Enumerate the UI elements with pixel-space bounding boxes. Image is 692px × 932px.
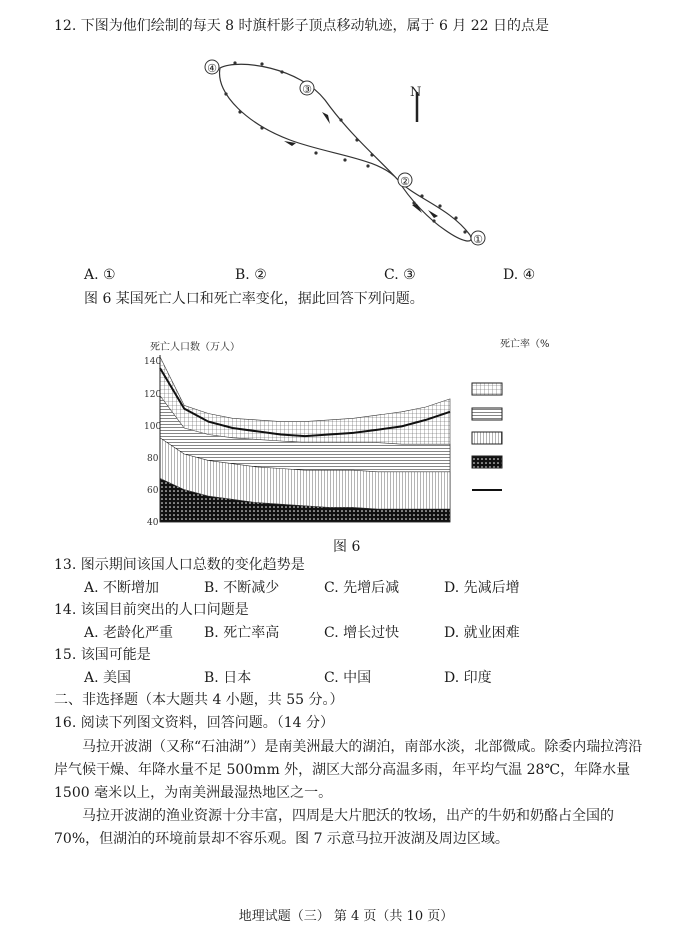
section2-heading: 二、非选择题（本大题共 4 小题，共 55 分。） bbox=[54, 692, 344, 708]
q13-option-d: D. 先减后增 bbox=[444, 580, 520, 596]
north-label: N bbox=[410, 85, 422, 100]
arrow-mark bbox=[428, 210, 438, 218]
q14-stem: 14. 该国目前突出的人口问题是 bbox=[54, 602, 249, 618]
ytick-140: 140 bbox=[144, 357, 162, 367]
q14-option-d: D. 就业困难 bbox=[444, 625, 520, 641]
fig6-right-label: 死亡率（% bbox=[500, 339, 550, 350]
q15-option-b: B. 日本 bbox=[204, 670, 252, 686]
q13-option-c: C. 先增后减 bbox=[324, 580, 400, 596]
q16-paragraph-2: 马拉开波湖的渔业资源十分丰富，四周是大片肥沃的牧场，出产的牛奶和奶酪占全国的 70%，但湖泊的环境前景却不容乐观。图 7 示意马拉开波湖及周边区域。 bbox=[54, 808, 614, 847]
ytick-60: 60 bbox=[147, 486, 159, 496]
q13-option-a: A. 不断增加 bbox=[84, 580, 160, 596]
q12-option-c: C. ③ bbox=[384, 267, 416, 283]
fig6-intro: 图 6 某国死亡人口和死亡率变化，据此回答下列问题。 bbox=[84, 291, 424, 307]
fig6-ylabel: 死亡人口数（万人） bbox=[150, 342, 240, 353]
q15-option-d: D. 印度 bbox=[444, 670, 492, 686]
q16-stem: 16. 阅读下列图文资料，回答问题。（14 分） bbox=[54, 715, 334, 731]
fig6-chart bbox=[0, 325, 692, 535]
q14-option-b: B. 死亡率高 bbox=[204, 625, 280, 641]
ytick-80: 80 bbox=[147, 454, 159, 464]
legend-swatch-dots bbox=[472, 456, 502, 468]
q13-option-b: B. 不断减少 bbox=[204, 580, 280, 596]
legend-swatch-horizontal bbox=[472, 408, 502, 420]
arrow-mark bbox=[322, 112, 330, 124]
trajectory-dots bbox=[224, 61, 466, 233]
point-label-3: ③ bbox=[302, 83, 312, 96]
legend-swatch-grid bbox=[472, 383, 502, 395]
q16-material bbox=[54, 736, 644, 851]
q14-option-c: C. 增长过快 bbox=[324, 625, 400, 641]
fig6-caption: 图 6 bbox=[333, 539, 361, 555]
q15-option-a: A. 美国 bbox=[84, 670, 132, 686]
q13-stem: 13. 图示期间该国人口总数的变化趋势是 bbox=[54, 557, 305, 573]
q12-stem: 12. 下图为他们绘制的每天 8 时旗杆影子顶点移动轨迹，属于 6 月 22 日的点是 bbox=[54, 18, 550, 34]
q15-option-c: C. 中国 bbox=[324, 670, 372, 686]
q12-option-b: B. ② bbox=[235, 267, 267, 283]
q12-option-a: A. ① bbox=[84, 267, 116, 283]
q16-paragraph-1: 马拉开波湖（又称“石油湖”）是南美洲最大的湖泊，南部水淡，北部微咸。除委内瑞拉湾沿岸气候干燥、年降水量不足 500mm 外，湖区大部分高温多雨，年平均气温 28℃，年降水量 1500 毫米以上，为南美洲最湿热地区之一。 bbox=[54, 739, 643, 801]
q15-stem: 15. 该国可能是 bbox=[54, 647, 151, 663]
legend-swatch-vertical bbox=[472, 432, 502, 444]
point-label-2: ② bbox=[400, 175, 410, 188]
q12-option-d: D. ④ bbox=[503, 267, 536, 283]
point-label-4: ④ bbox=[207, 62, 217, 75]
ytick-100: 100 bbox=[144, 422, 162, 432]
point-label-1: ① bbox=[473, 233, 483, 246]
q14-option-a: A. 老龄化严重 bbox=[84, 625, 174, 641]
ytick-120: 120 bbox=[144, 390, 162, 400]
ytick-40: 40 bbox=[147, 518, 159, 528]
shadow-trajectory-figure bbox=[0, 40, 692, 300]
page-footer: 地理试题（三） 第 4 页（共 10 页） bbox=[238, 909, 454, 924]
